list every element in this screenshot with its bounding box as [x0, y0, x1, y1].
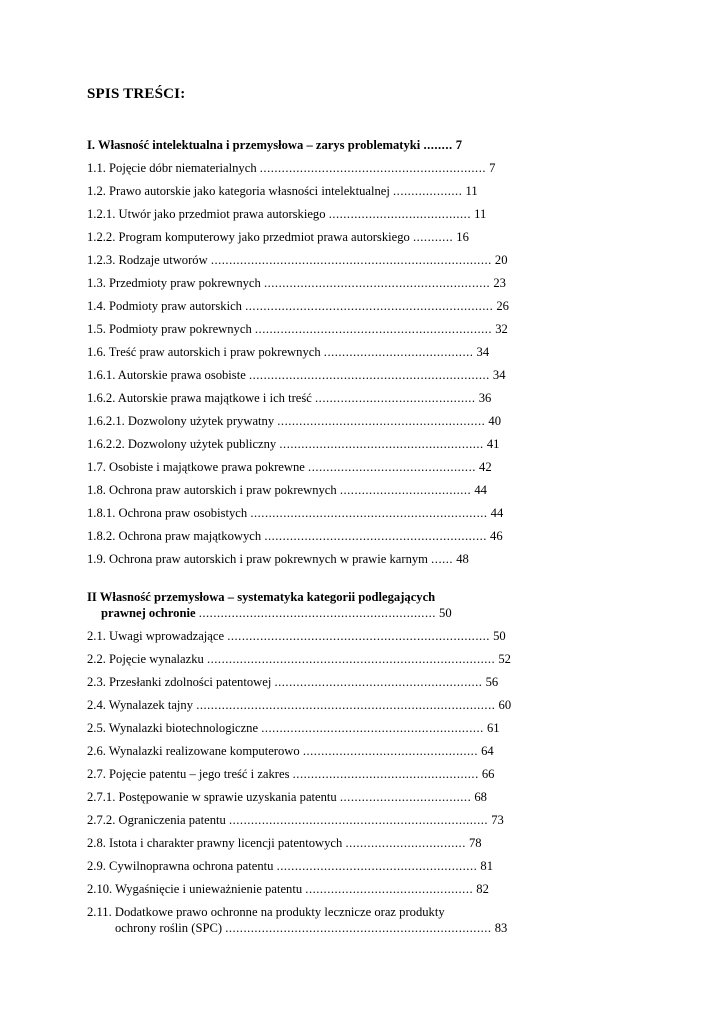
- section-heading: [87, 589, 435, 605]
- entry-text: 1.6.2. Autorskie prawa majątkowe i ich treść: [87, 391, 312, 405]
- entry-leader: ....................................: [339, 790, 472, 804]
- entry-page: 36: [478, 391, 492, 405]
- entry-text: 2.1. Uwagi wprowadzające: [87, 629, 225, 643]
- toc-entry: [87, 206, 486, 222]
- entry-page: 81: [480, 859, 493, 873]
- entry-leader: .................................................................: [250, 506, 488, 520]
- entry-text: 1.1. Pojęcie dóbr niematerialnych: [87, 161, 257, 175]
- entry-leader: .........................................: [323, 345, 474, 359]
- entry-text: 1.6.2.1. Dozwolony użytek prywatny: [87, 414, 275, 428]
- entry-leader: ....................................: [339, 483, 472, 497]
- entry-text: 1.8.2. Ochrona praw majątkowych: [87, 529, 262, 543]
- toc-entry: [87, 183, 478, 199]
- entry-page: 11: [465, 184, 478, 198]
- entry-page: 82: [476, 882, 489, 896]
- entry-page: 83: [494, 921, 508, 935]
- entry-leader: .................................................................: [254, 322, 493, 336]
- toc-entry: [87, 628, 506, 644]
- toc-entry: [87, 766, 494, 782]
- toc-entry: [87, 505, 503, 521]
- entry-page: 23: [493, 276, 506, 290]
- entry-page: 50: [493, 629, 506, 643]
- entry-page: 44: [490, 506, 504, 520]
- toc-entry-continuation: [87, 920, 507, 936]
- entry-text: 2.3. Przesłanki zdolności patentowej: [87, 675, 272, 689]
- entry-page: 11: [474, 207, 487, 221]
- entry-leader: ................................................: [302, 744, 478, 758]
- entry-leader: .......................................: [328, 207, 471, 221]
- toc-entry: [87, 720, 500, 736]
- entry-text: 1.8. Ochrona praw autorskich i praw pokrewnych: [87, 483, 337, 497]
- section-heading-line1: II Własność przemysłowa – systematyka kategorii podlegających: [87, 590, 436, 604]
- toc-entry: [87, 436, 499, 452]
- entry-page: 56: [485, 675, 499, 689]
- entry-leader: ..............................................................: [259, 161, 486, 175]
- entry-leader: ..............................................: [308, 460, 476, 474]
- entry-page: 34: [492, 368, 506, 382]
- entry-page: 16: [456, 230, 469, 244]
- entry-page: 41: [486, 437, 500, 451]
- toc-entry: [87, 743, 494, 759]
- entry-page: 50: [439, 606, 452, 620]
- entry-text: 1.6.2.2. Dozwolony użytek publiczny: [87, 437, 277, 451]
- entry-leader: .......................................................................: [228, 813, 489, 827]
- entry-leader: .................................: [345, 836, 466, 850]
- toc-entry: [87, 651, 511, 667]
- entry-text: 1.2.2. Program komputerowy jako przedmiot prawa autorskiego: [87, 230, 410, 244]
- entry-text: 1.2. Prawo autorskie jako kategoria własności intelektualnej: [87, 184, 390, 198]
- entry-page: 44: [474, 483, 487, 497]
- entry-leader: ...................: [393, 184, 463, 198]
- entry-text: 1.2.1. Utwór jako przedmiot prawa autorskiego: [87, 207, 326, 221]
- toc-entry: [87, 697, 511, 713]
- entry-text: 2.7.1. Postępowanie w sprawie uzyskania patentu: [87, 790, 337, 804]
- toc-entry: [87, 858, 493, 874]
- entry-text: 1.6. Treść praw autorskich i praw pokrewnych: [87, 345, 321, 359]
- entry-page: 7: [489, 161, 496, 175]
- entry-leader: ....................................................................: [245, 299, 494, 313]
- entry-leader: ........: [423, 138, 453, 152]
- toc-entry: [87, 459, 492, 475]
- entry-leader: .........................................................: [274, 675, 483, 689]
- entry-leader: ......: [431, 552, 454, 566]
- entry-page: 48: [456, 552, 469, 566]
- entry-page: 68: [474, 790, 487, 804]
- entry-text: 1.3. Przedmioty praw pokrewnych: [87, 276, 261, 290]
- entry-leader: .................................................................: [198, 606, 436, 620]
- entry-text: 1.4. Podmioty praw autorskich: [87, 299, 242, 313]
- entry-page: 61: [486, 721, 500, 735]
- toc-entry: [87, 321, 508, 337]
- toc-entry: [87, 835, 482, 851]
- toc-entry: [87, 881, 489, 897]
- toc-entry: [87, 275, 506, 291]
- toc-entry: [87, 812, 504, 828]
- entry-text: 2.4. Wynalazek tajny: [87, 698, 194, 712]
- entry-leader: .........................................................: [277, 414, 486, 428]
- toc-entry: [87, 789, 487, 805]
- entry-page: 32: [495, 322, 508, 336]
- entry-text: 2.11. Dodatkowe prawo ochronne na produkty lecznicze oraz produkty: [87, 905, 445, 919]
- entry-leader: ...................................................: [292, 767, 479, 781]
- toc-entry: [87, 482, 487, 498]
- entry-page: 42: [479, 460, 492, 474]
- toc-entry: [87, 528, 503, 544]
- entry-text: 2.7.2. Ograniczenia patentu: [87, 813, 226, 827]
- entry-leader: ..............................................: [305, 882, 474, 896]
- entry-leader: ...............................................................................: [206, 652, 496, 666]
- toc-entry: [87, 551, 469, 567]
- toc-entry: [87, 390, 491, 406]
- entry-text: 1.7. Osobiste i majątkowe prawa pokrewne: [87, 460, 305, 474]
- entry-text: I. Własność intelektualna i przemysłowa – zarys problematyki: [87, 138, 421, 152]
- page-title: SPIS TREŚCI:: [87, 86, 186, 102]
- entry-leader: .............................................................: [261, 721, 484, 735]
- entry-leader: ........................................................: [279, 437, 484, 451]
- entry-page: 66: [481, 767, 495, 781]
- entry-leader: ..................................................................: [248, 368, 490, 382]
- toc-entry: [87, 229, 469, 245]
- entry-page: 26: [496, 299, 509, 313]
- entry-page: 7: [455, 138, 463, 152]
- entry-page: 52: [498, 652, 511, 666]
- entry-page: 73: [491, 813, 504, 827]
- entry-leader: ..................................................................................: [196, 698, 496, 712]
- section-heading-line2: prawnej ochronie: [101, 606, 196, 620]
- entry-leader: ............................................: [315, 391, 476, 405]
- entry-leader: .............................................................................: [210, 253, 492, 267]
- entry-text: 1.9. Ochrona praw autorskich i praw pokrewnych w prawie karnym: [87, 552, 428, 566]
- toc-entry: [87, 137, 462, 153]
- entry-page: 20: [494, 253, 508, 267]
- entry-text: 1.5. Podmioty praw pokrewnych: [87, 322, 252, 336]
- entry-leader: ..............................................................: [263, 276, 491, 290]
- entry-page: 46: [490, 529, 503, 543]
- toc-entry: [87, 413, 501, 429]
- entry-page: 60: [498, 698, 512, 712]
- entry-text: 2.10. Wygaśnięcie i unieważnienie patentu: [87, 882, 303, 896]
- entry-text: 2.5. Wynalazki biotechnologiczne: [87, 721, 259, 735]
- entry-text: 2.6. Wynalazki realizowane komputerowo: [87, 744, 300, 758]
- toc-entry: [87, 904, 445, 920]
- entry-leader: .........................................................................: [225, 921, 492, 935]
- entry-page: 34: [476, 345, 490, 359]
- entry-page: 40: [488, 414, 501, 428]
- entry-text: 2.9. Cywilnoprawna ochrona patentu: [87, 859, 274, 873]
- toc-entry: [87, 298, 509, 314]
- entry-text: 1.6.1. Autorskie prawa osobiste: [87, 368, 246, 382]
- entry-text: 1.2.3. Rodzaje utworów: [87, 253, 208, 267]
- toc-entry: [87, 160, 495, 176]
- toc-entry: [87, 674, 498, 690]
- toc-entry: [87, 344, 489, 360]
- entry-leader: ........................................................................: [227, 629, 490, 643]
- toc-entry: [87, 367, 506, 383]
- entry-text: 2.2. Pojęcie wynalazku: [87, 652, 204, 666]
- entry-leader: ...........: [412, 230, 454, 244]
- entry-page: 78: [469, 836, 482, 850]
- section-heading-continuation: [87, 605, 452, 621]
- toc-entry: [87, 252, 508, 268]
- entry-leader: .............................................................: [264, 529, 487, 543]
- entry-text: ochrony roślin (SPC): [115, 921, 223, 935]
- entry-page: 64: [481, 744, 494, 758]
- entry-text: 1.8.1. Ochrona praw osobistych: [87, 506, 248, 520]
- entry-text: 2.8. Istota i charakter prawny licencji patentowych: [87, 836, 343, 850]
- entry-leader: .......................................................: [276, 859, 478, 873]
- entry-text: 2.7. Pojęcie patentu – jego treść i zakres: [87, 767, 290, 781]
